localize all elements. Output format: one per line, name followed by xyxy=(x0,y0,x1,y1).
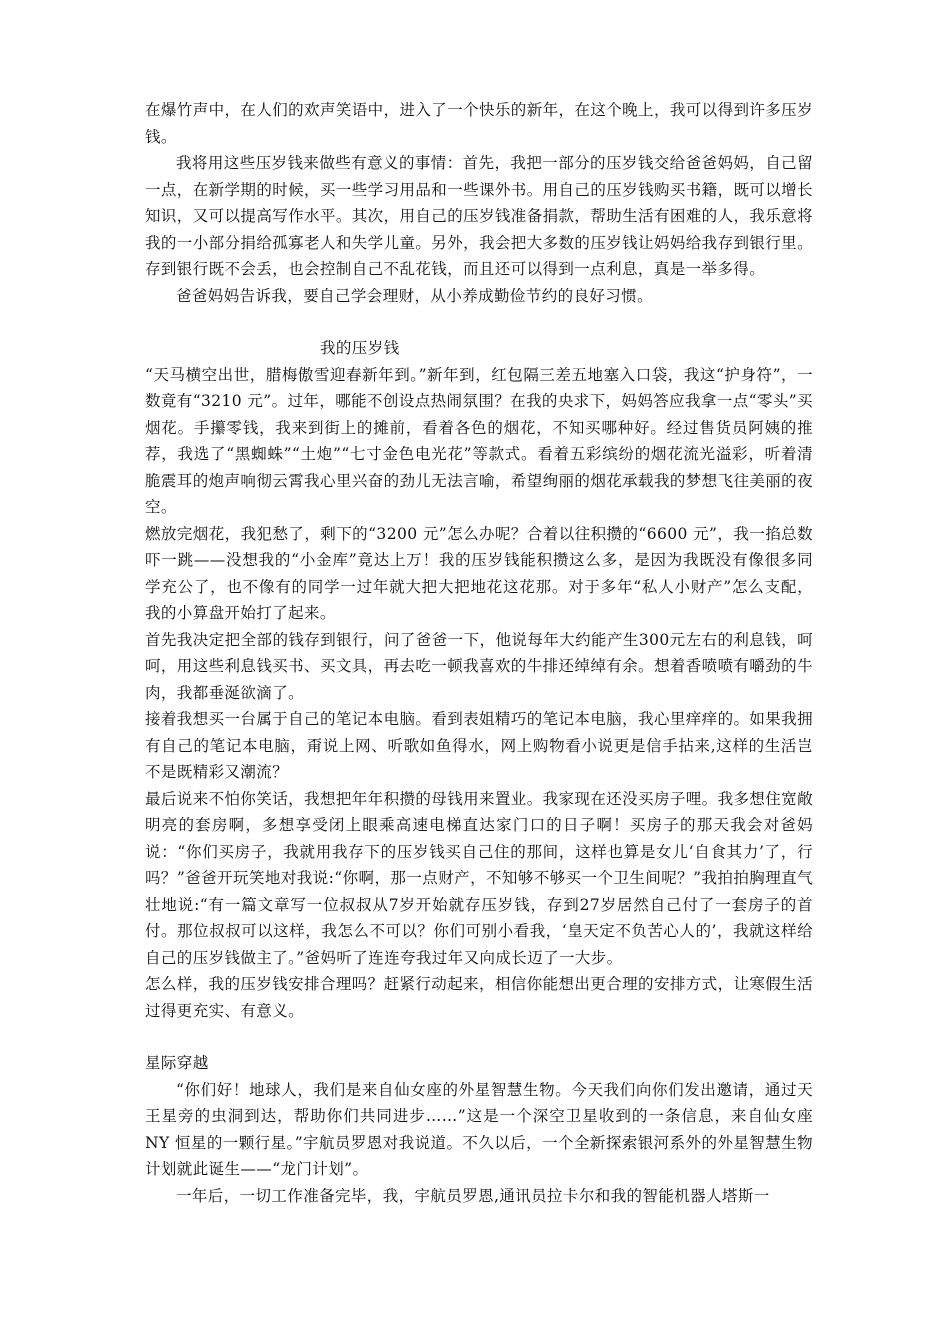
paragraph: 接着我想买一台属于自己的笔记本电脑。看到表姐精巧的笔记本电脑，我心里痒痒的。如果我拥有自己的笔记本电脑，甭说上网、听歌如鱼得水，网上购物看小说更是信手拈来,这样的生活岂不是既精彩又潮流？ xyxy=(145,710,813,781)
paragraph: 在爆竹声中，在人们的欢声笑语中，进入了一个快乐的新年，在这个晚上，我可以得到许多压岁钱。 xyxy=(145,101,813,146)
paragraph: 燃放完烟花，我犯愁了，剩下的“3200 元”怎么办呢？合着以往积攒的“6600 元”，我一掐总数吓一跳——没想我的“小金库”竟达上万！我的压岁钱能积攒这么多，是因为我既没有像很多同学充公了，也不像有的同学一过年就大把大把地花这花那。对于多年“私人小财产”怎么支配，我的小算盘开始打了起来。 xyxy=(145,524,813,622)
paragraph: 一年后，一切工作准备完毕，我，宇航员罗恩,通讯员拉卡尔和我的智能机器人塔斯一 xyxy=(176,1186,770,1205)
paragraph: 怎么样，我的压岁钱安排合理吗？赶紧行动起来，相信你能想出更合理的安排方式，让寒假生活过得更充实、有意义。 xyxy=(145,975,813,1020)
blank-line xyxy=(145,309,813,335)
essay-title: 星际穿越 xyxy=(145,1054,209,1072)
paragraph: 最后说来不怕你笑话，我想把年年积攒的母钱用来置业。我家现在还没买房子哩。我多想住宽敞明亮的套房啊，多想享受闭上眼乘高速电梯直达家门口的日子啊！买房子的那天我会对爸妈说：“你们买房子，我就用我存下的压岁钱买自己住的那间，这样也算是女儿‘自食其力’了，行吗？”爸爸开玩笑地对我说:“你啊，那一点财产，不知够不够买一个卫生间呢？”我拍拍胸理直气壮地说:“有一篇文章写一位叔叔从7岁开始就存压岁钱，存到27岁居然自己付了一套房子的首付。那位叔叔可以这样，我怎么不可以？你们可别小看我，‘皇天定不负苦心人的’，我就这样给自己的压岁钱做主了。”爸妈听了连连夸我过年又向成长迈了一大步。 xyxy=(145,789,813,967)
paragraph: 首先我决定把全部的钱存到银行，问了爸爸一下，他说每年大约能产生300元左右的利息钱，呵呵，用这些利息钱买书、买文具，再去吃一顿我喜欢的牛排还绰绰有余。想着香喷喷有嚼劲的牛肉，我都垂涎欲滴了。 xyxy=(145,630,813,702)
paragraph: “你们好！地球人，我们是来自仙女座的外星智慧生物。今天我们向你们发出邀请，通过天王星旁的虫洞到达，帮助你们共同进步……”这是一个深空卫星收到的一条信息，来自仙女座 NY 恒星的一颗行星。”宇航员罗恩对我说道。不久以后，一个全新探索银河系外的外星智慧生物计划就此诞生——“龙门计划”。 xyxy=(145,1080,813,1178)
paragraph: “天马横空出世，腊梅傲雪迎春新年到。”新年到，红包隔三差五地塞入口袋，我这“护身符”，一数竟有“3210 元”。过年，哪能不创设点热闹氛围？在我的央求下，妈妈答应我拿一点“零头”买烟花。手攥零钱，我来到街上的摊前，看着各色的烟花，不知买哪种好。经过售货员阿姨的推荐，我选了“黑蜘蛛”“土炮”“七寸金色电光花”等款式。看着五彩缤纷的烟花流光溢彩，听着清脆震耳的炮声响彻云霄我心里兴奋的劲儿无法言喻，希望绚丽的烟花承载我的梦想飞往美丽的夜空。 xyxy=(145,365,813,516)
document-body xyxy=(145,97,813,1209)
essay-title: 我的压岁钱 xyxy=(320,339,400,357)
paragraph: 我将用这些压岁钱来做些有意义的事情：首先，我把一部分的压岁钱交给爸爸妈妈，自己留一点，在新学期的时候，买一些学习用品和一些课外书。用自己的压岁钱购买书籍，既可以增长知识，又可以提高写作水平。其次，用自己的压岁钱准备捐款，帮助生活有困难的人，我乐意将我的一小部分捐给孤寡老人和失学儿童。另外，我会把大多数的压岁钱让妈妈给我存到银行里。存到银行既不会丢，也会控制自己不乱花钱，而且还可以得到一点利息，真是一举多得。 xyxy=(145,154,813,278)
paragraph: 爸爸妈妈告诉我，要自己学会理财，从小养成勤俭节约的良好习惯。 xyxy=(176,286,654,305)
blank-line xyxy=(145,1024,813,1050)
